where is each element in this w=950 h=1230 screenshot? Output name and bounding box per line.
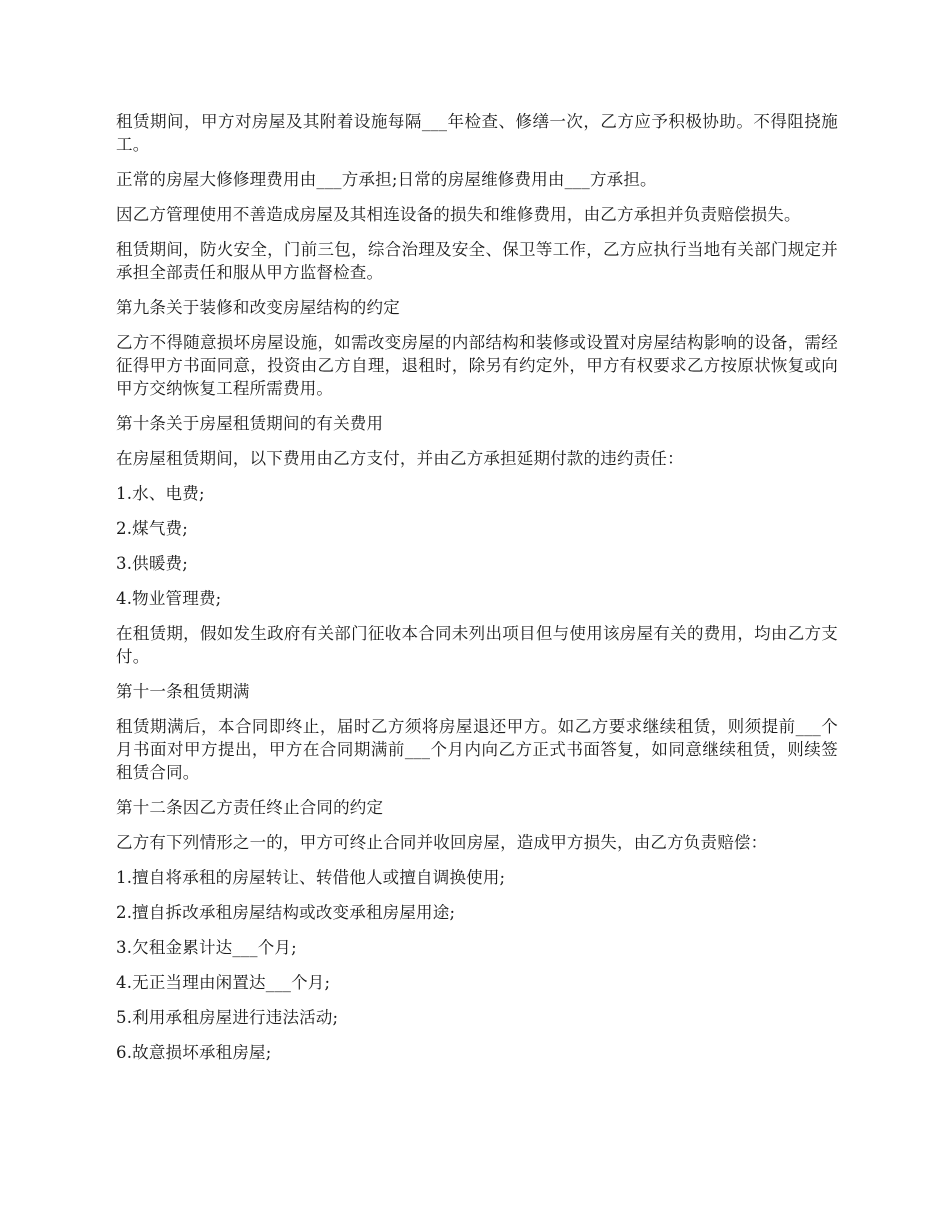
paragraph-fees-intro: 在房屋租赁期间，以下费用由乙方支付，并由乙方承担延期付款的违约责任： (116, 449, 684, 468)
list-item-termination-3: 3.欠租金累计达___个月; (116, 938, 297, 957)
paragraph-fire-safety: 租赁期间，防火安全，门前三包，综合治理及安全、保卫等工作，乙方应执行当地有关部门规定并承担全部责任和服从甲方监督检查。 (116, 240, 838, 282)
paragraph-repair-costs: 正常的房屋大修修理费用由___方承担;日常的房屋维修费用由___方承担。 (116, 170, 657, 189)
document-body (116, 110, 838, 1076)
heading-article-12: 第十二条因乙方责任终止合同的约定 (116, 798, 384, 817)
paragraph-damage-liability: 因乙方管理使用不善造成房屋及其相连设备的损失和维修费用，由乙方承担并负责赔偿损失。 (116, 205, 801, 224)
paragraph-lease-expiry: 租赁期满后，本合同即终止，届时乙方须将房屋退还甲方。如乙方要求继续租赁，则须提前___个月书面对甲方提出，甲方在合同期满前___个月内向乙方正式书面答复，如同意继续租赁，则续签租赁合同。 (116, 717, 838, 782)
list-item-fee-1: 1.水、电费; (116, 484, 205, 503)
paragraph-inspection: 租赁期间，甲方对房屋及其附着设施每隔___年检查、修缮一次，乙方应予积极协助。不得阻挠施工。 (116, 112, 838, 154)
list-item-fee-2: 2.煤气费; (116, 519, 189, 538)
paragraph-government-fees: 在租赁期，假如发生政府有关部门征收本合同未列出项目但与使用该房屋有关的费用，均由乙方支付。 (116, 624, 838, 666)
list-item-fee-3: 3.供暖费; (116, 554, 189, 573)
list-item-termination-1: 1.擅自将承租的房屋转让、转借他人或擅自调换使用; (116, 868, 506, 887)
list-item-fee-4: 4.物业管理费; (116, 589, 222, 608)
list-item-termination-2: 2.擅自拆改承租房屋结构或改变承租房屋用途; (116, 903, 456, 922)
list-item-termination-5: 5.利用承租房屋进行违法活动; (116, 1008, 339, 1027)
paragraph-renovation: 乙方不得随意损坏房屋设施，如需改变房屋的内部结构和装修或设置对房屋结构影响的设备，需经征得甲方书面同意，投资由乙方自理，退租时，除另有约定外，甲方有权要求乙方按原状恢复或向甲方交纳恢复工程所需费用。 (116, 333, 838, 398)
heading-article-9: 第九条关于装修和改变房屋结构的约定 (116, 298, 400, 317)
heading-article-11: 第十一条租赁期满 (116, 682, 250, 701)
paragraph-termination-intro: 乙方有下列情形之一的，甲方可终止合同并收回房屋，造成甲方损失，由乙方负责赔偿： (116, 833, 768, 852)
list-item-termination-4: 4.无正当理由闲置达___个月; (116, 973, 331, 992)
list-item-termination-6: 6.故意损坏承租房屋; (116, 1043, 272, 1062)
heading-article-10: 第十条关于房屋租赁期间的有关费用 (116, 414, 384, 433)
